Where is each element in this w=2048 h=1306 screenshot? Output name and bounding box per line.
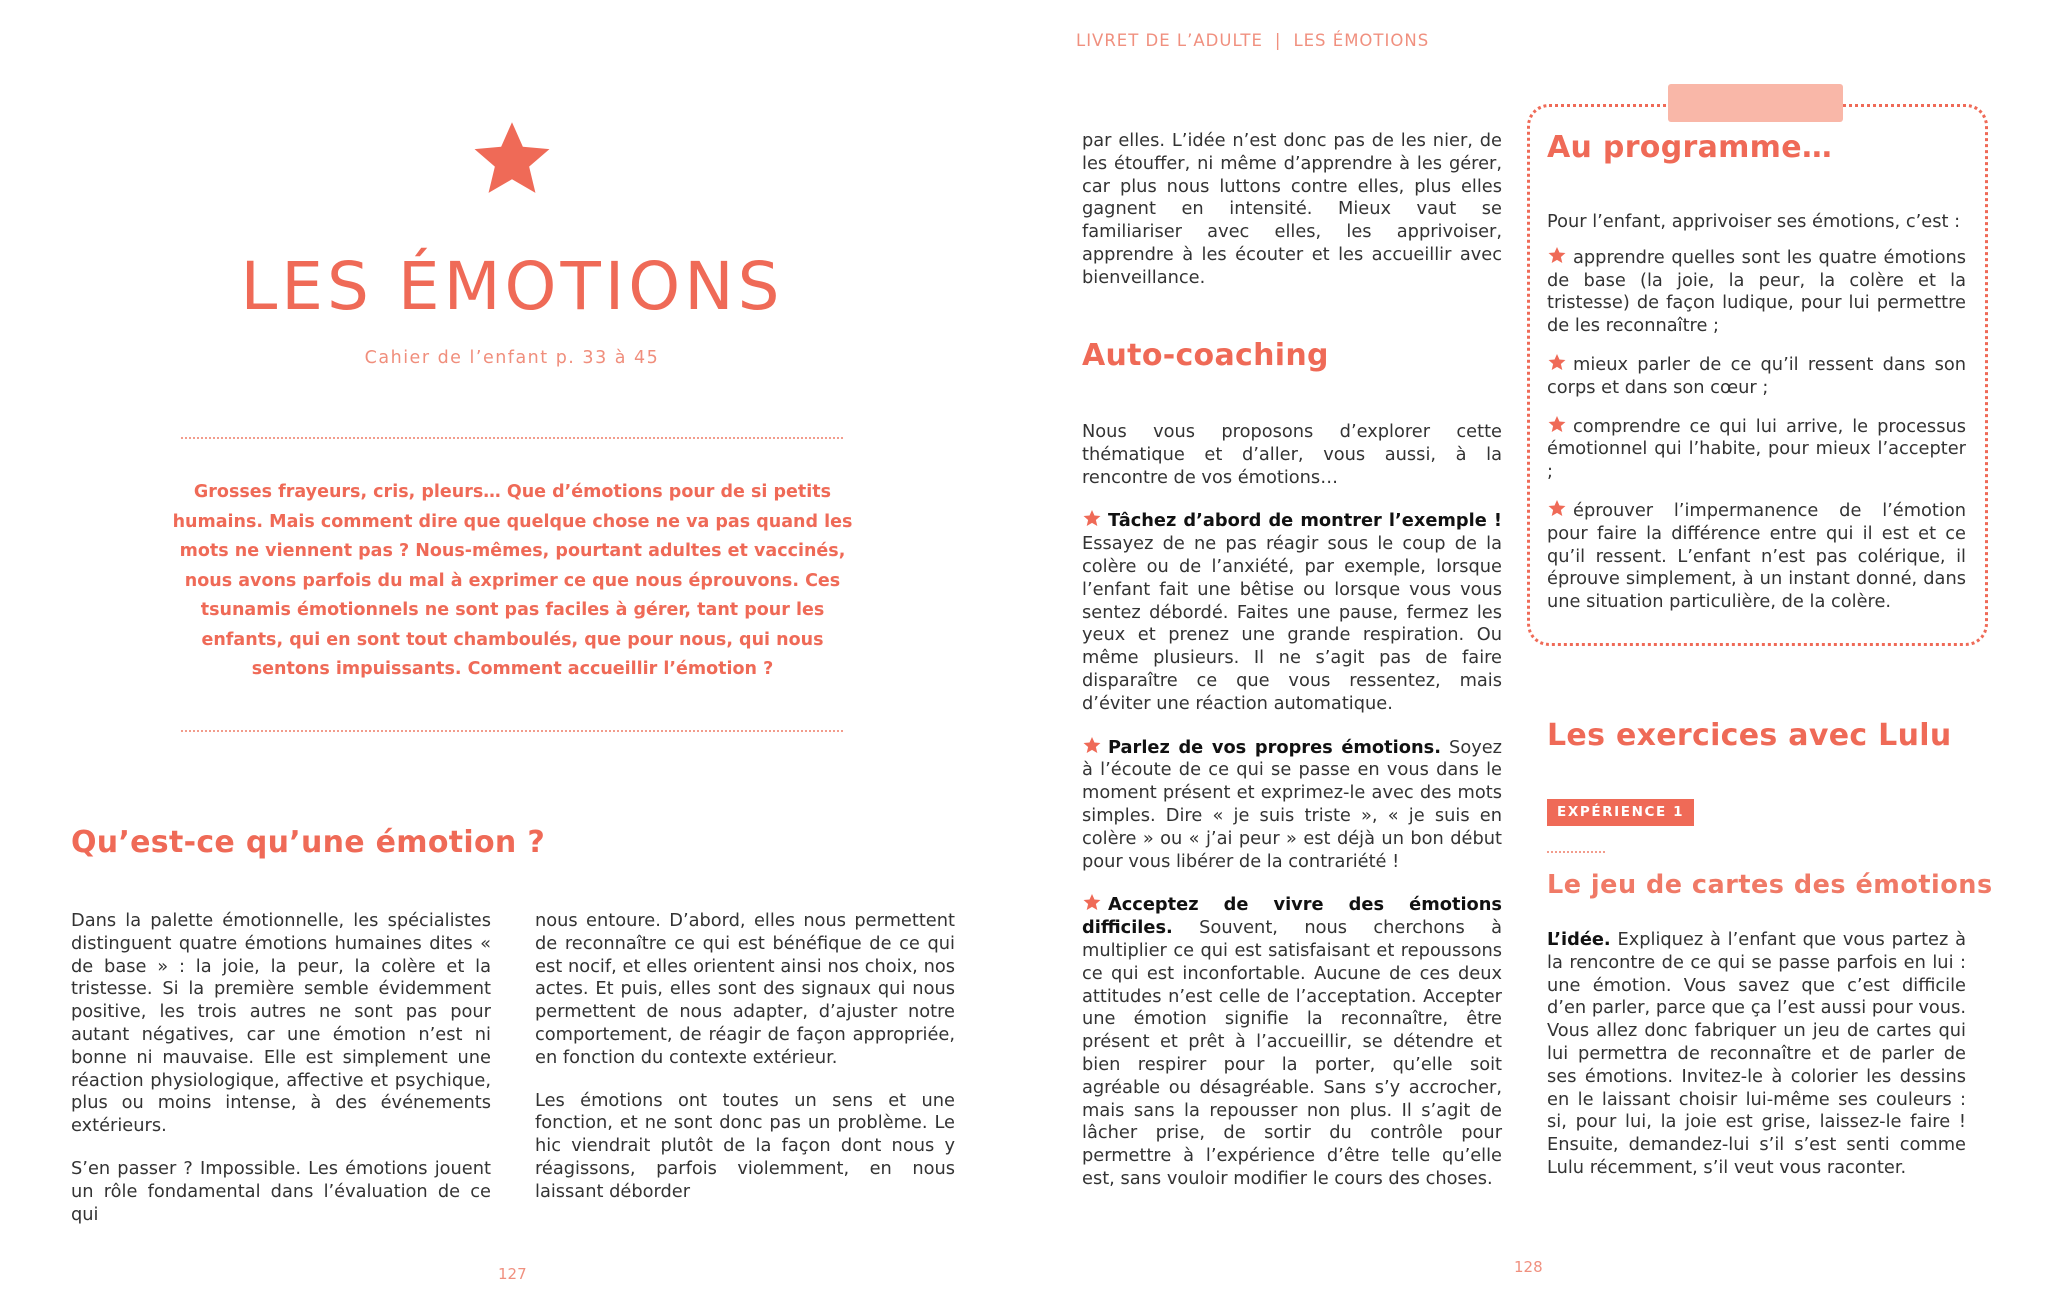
auto-coaching-item [1082,509,1502,715]
item-lead: Acceptez de vivre des émotions difficiles. [1082,894,1502,939]
divider-top [181,437,843,439]
idea-text: Expliquez à l’enfant que vous partez à la rencontre de ce qui se passe parfois en lui : une émotion. Vous savez que c’est difficile d’en parler, parce que ça l’est aussi pour vous. Vous allez donc fabriquer un jeu de cartes qui lui permettra de reconnaître et de parler de ses émotions. Invitez-le à colorier les dessins en le laissant choisir lui-même ses couleurs : si, pour lui, la joie est grise, laissez-le faire ! Ensuite, demandez-lui s’il s’est senti comme Lulu récemment, s’il veut vous raconter. [1547,929,1966,1178]
paragraph: Les émotions ont toutes un sens et une fonction, et ne sont donc pas un problème. Le hic viendrait plutôt de la façon dont nous y réagissons, parfois violemment, en nous laissant déborder [535,1089,955,1202]
tape-decoration [1668,84,1843,122]
left-column-1 [71,910,491,1246]
star-icon [1547,415,1567,434]
page-number-right: 128 [1514,1258,1543,1276]
programme-item: éprouver l’impermanence de l’émotion pour faire la différence entre qui il est et ce qu’il ressent. L’enfant n’est pas colérique, il éprouve simplement, à un instant donné, dans une situation particulière, de la colère. [1547,499,1966,613]
chapter-intro: Grosses frayeurs, cris, pleurs… Que d’émotions pour de si petits humains. Mais comment dire que quelque chose ne va pas quand les mots ne viennent pas ? Nous-mêmes, pourtant adultes et vaccinés, nous avons parfois du mal à exprimer ce que nous éprouvons. Ces tsunamis émotionnels ne sont pas faciles à gérer, tant pour les enfants, qui en sont tout chamboulés, que pour nous, qui nous sentons impuissants. Comment accueillir l’émotion ? [172,482,853,679]
star-icon [1082,509,1102,528]
programme-intro: Pour l’enfant, apprivoiser ses émotions, c’est : [1547,211,1961,232]
page-number-left: 127 [498,1265,527,1283]
paragraph: Dans la palette émotionnelle, les spécialistes distinguent quatre émotions humaines dites « de base » : la joie, la peur, la colère et la tristesse. Si la première semble évidemment positive, les trois autres ne sont pas pour autant négatives, car une émotion n’est ni bonne ni mauvaise. Elle est simplement une réaction physiologique, affective et psychique, plus ou moins intense, à des événements extérieurs. [71,910,491,1137]
divider-bottom [181,730,843,732]
item-text: Souvent, nous cherchons à multiplier ce qui est satisfaisant et repoussons ce qui est inconfortable. Aucune de ces deux attitudes n’est celle de l’acceptation. Accepter une émotion signifie la reconnaître, être présent et prêt à l’accueillir, se détendre et bien respirer pour la porter, qu’elle soit agréable ou désagréable. Sans s’y accrocher, mais sans la repousser non plus. Il s’agit de lâcher prise, de sortir du contrôle pour permettre à l’expérience d’être telle qu’elle est, sans vouloir modifier le cours des choses. [1082,917,1502,1189]
running-head-chapter: LES ÉMOTIONS [1293,31,1430,50]
experience-badge: EXPÉRIENCE 1 [1547,799,1694,826]
section-heading-auto-coaching: Auto-coaching [1082,338,1329,373]
section-heading-exercices: Les exercices avec Lulu [1547,718,1952,753]
programme-item: comprendre ce qui lui arrive, le processus émotionnel qui l’habite, pour mieux l’accepter ; [1547,415,1966,483]
chapter-subtitle: Cahier de l’enfant p. 33 à 45 [364,348,660,368]
chapter-title: LES ÉMOTIONS [240,248,784,325]
star-icon [1082,893,1102,912]
star-icon [1547,353,1567,372]
item-lead: Tâchez d’abord de montrer l’exemple ! [1108,510,1502,532]
badge-underline [1547,851,1605,853]
item-lead: Parlez de vos propres émotions. [1108,736,1441,758]
exercise-idea [1547,929,1966,1180]
idea-label: L’idée. [1547,929,1611,950]
auto-coaching-item [1082,736,1502,874]
star-icon [1082,736,1102,755]
auto-coaching-item [1082,893,1502,1190]
right-column-1-top [1082,130,1502,310]
paragraph: par elles. L’idée n’est donc pas de les nier, de les étouffer, ni même d’apprendre à les gérer, car plus nous luttons contre elles, plus elles gagnent en intensité. Mieux vaut se familiariser avec elles, les apprivoiser, apprendre à les écouter et les accueillir avec bienveillance. [1082,130,1502,288]
running-head [1076,31,1429,50]
programme-heading: Au programme… [1547,130,1833,165]
item-text: Soyez à l’écoute de ce qui se passe en vous dans le moment présent et exprimez-le avec des mots simples. Dire « je suis triste », « je suis en colère » ou « j’ai peur » est déjà un bon début pour vous libérer de la contrariété ! [1082,736,1502,872]
paragraph: Nous vous proposons d’explorer cette thématique et d’aller, vous aussi, à la rencontre de vos émotions… [1082,421,1502,488]
paragraph: nous entoure. D’abord, elles nous permettent de reconnaître ce qui est bénéfique de ce qui est nocif, et elles orientent ainsi nos choix, nos actes. Et puis, elles sont des signaux qui nous permettent de nous adapter, d’ajuster notre comportement, de réagir de façon appropriée, en fonction du contexte extérieur. [535,910,955,1068]
exercise-body [1547,929,1966,1200]
programme-body [1547,211,1966,614]
star-icon [468,118,556,202]
star-icon [1547,499,1567,518]
item-text: Essayez de ne pas réagir sous le coup de la colère ou de l’anxiété, par exemple, lorsque l’enfant fait une bêtise ou lorsque vous vous sentez débordé. Faites une pause, fermez les yeux et prenez une grande respiration. Ou même plusieurs. Il ne s’agit pas de faire disparaître ce que vous ressentez, mais d’éviter une réaction automatique. [1082,533,1502,714]
exercise-title: Le jeu de cartes des émotions [1547,870,1993,900]
programme-item: apprendre quelles sont les quatre émotions de base (la joie, la peur, la colère et la tristesse) de façon ludique, pour lui permettre de les reconnaître ; [1547,246,1966,337]
star-icon [1547,246,1567,265]
auto-coaching-body [1082,421,1502,1211]
programme-item: mieux parler de ce qu’il ressent dans son corps et dans son cœur ; [1547,353,1966,398]
running-head-separator: | [1274,31,1282,50]
left-column-2 [535,910,955,1224]
running-head-book: LIVRET DE L’ADULTE [1076,31,1263,50]
paragraph: S’en passer ? Impossible. Les émotions jouent un rôle fondamental dans l’évaluation de ce qui [71,1157,491,1225]
section-heading-emotion: Qu’est-ce qu’une émotion ? [71,825,546,860]
